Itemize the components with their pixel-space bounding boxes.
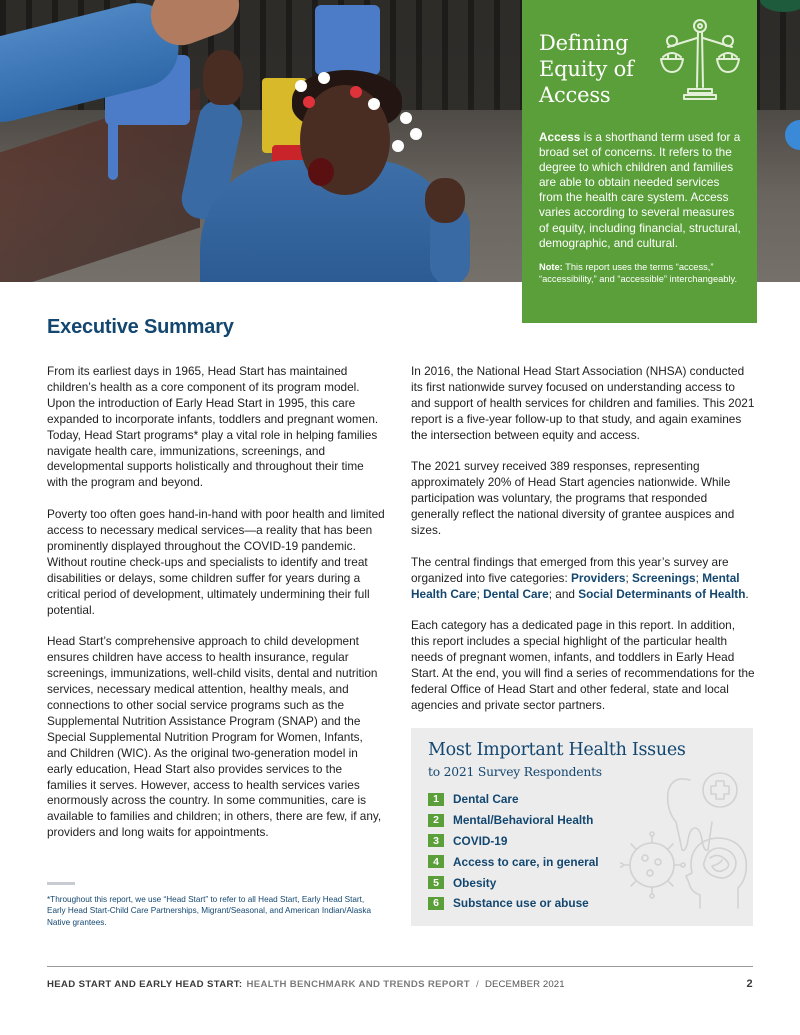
access-definition-text: is a shorthand term used for a broad set of concerns. It refers to the degree to which children and families are able to obtain needed services from the health care system. Access varies according to several measures of equity, including financial, structural, demographic, and cultural. xyxy=(539,130,741,250)
paragraph: Head Start’s comprehensive approach to child development ensures children have access to health insurance, regular screenings, immunizations, well-child visits, dental and nutrition services, necessary medical attention, healthy meals, and connections to other social service programs such as the Supplemental Nutrition Assistance Program (SNAP) and the Special Supplemental Nutrition Program for Women, Infants, and Children (WIC). As the original two-generation model in early education, Head Start also provides services to the families it serves. However, access to health services varies enormously across the country. In some communities, care is available to families and children; in others, there are few, if any, providers and long waits for appointments. xyxy=(47,634,382,840)
equity-definition xyxy=(539,130,741,251)
equity-title: Defining Equity of Access xyxy=(539,31,634,107)
category-screenings: Screenings xyxy=(632,570,696,585)
rank-badge: 2 xyxy=(428,814,444,827)
hair-bead xyxy=(400,112,412,124)
executive-summary-title: Executive Summary xyxy=(47,316,234,338)
scale-of-justice-icon xyxy=(660,17,740,103)
child-left-hand xyxy=(203,50,243,105)
issue-label: Obesity xyxy=(453,875,497,890)
separator: ; and xyxy=(548,586,579,601)
hair-bead xyxy=(368,98,380,110)
category-mental-health-care: Mental Health Care xyxy=(411,570,740,601)
virus-icon xyxy=(620,832,685,898)
rank-badge: 1 xyxy=(428,793,444,806)
issue-label: Substance use or abuse xyxy=(453,896,589,911)
hair-bead xyxy=(350,86,362,98)
health-issues-subtitle: to 2021 Survey Respondents xyxy=(428,765,602,779)
separator: ; xyxy=(625,570,633,585)
findings-paragraph xyxy=(411,555,756,603)
equity-note xyxy=(539,261,741,286)
right-column xyxy=(411,364,756,730)
separator: ; xyxy=(476,586,484,601)
health-issues-title: Most Important Health Issues xyxy=(428,740,686,760)
blue-chair-left-legs xyxy=(108,115,118,180)
hair-bead xyxy=(392,140,404,152)
paragraph: In 2016, the National Head Start Association (NHSA) conducted its first nationwide survey focused on understanding access to and support of health services for children and families. This 2021 report is a five-year follow-up to that study, and again examines the intersection between equity and access. xyxy=(411,364,755,442)
page-number: 2 xyxy=(746,978,753,990)
footer-date: DECEMBER 2021 xyxy=(484,979,565,990)
hair-bead xyxy=(410,128,422,140)
paragraph: From its earliest days in 1965, Head Start has maintained children’s health as a core component of its program model. Upon the introduction of Early Head Start in 1995, this care expanded to incorporate infants, toddlers and pregnant women. Today, Head Start programs* play a vital role in helping families navigate health care, immunizations, screenings, and developmental supports holistically and throughout their time with the program and beyond. xyxy=(47,364,379,490)
footer-divider xyxy=(47,966,753,967)
paragraph: Poverty too often goes hand-in-hand with poor health and limited access to necessary medical services—a reality that has been prominently displayed throughout the COVID-19 pandemic. Without routine check-ups and specialists to identify and treat disabilities or delays, some children suffer for years during a critical period of development, ultimately undermining their full potential. xyxy=(47,507,385,617)
child-open-mouth xyxy=(308,158,334,186)
health-illustration xyxy=(620,770,755,910)
separator: ; xyxy=(695,570,703,585)
paragraph: Each category has a dedicated page in this report. In addition, this report includes a special highlight of the particular health needs of pregnant women, infants, and toddlers in Early Head Start. At the end, you will find a series of recommendations for the federal Office of Head Start and other federal, state and local agencies and private sector partners. xyxy=(411,618,755,712)
category-social-determinants: Social Determinants of Health xyxy=(578,586,746,601)
issue-label: COVID-19 xyxy=(453,833,508,848)
access-term: Access xyxy=(539,130,581,144)
footer-program: HEAD START AND EARLY HEAD START: xyxy=(47,979,243,990)
issue-label: Access to care, in general xyxy=(453,854,599,869)
issue-label: Mental/Behavioral Health xyxy=(453,813,594,828)
footer-report-title: HEALTH BENCHMARK AND TRENDS REPORT xyxy=(246,979,470,990)
note-text: This report uses the terms “access,” “accessibility,” and “accessible” interchangeably. xyxy=(539,261,738,285)
footnote-divider xyxy=(47,882,75,885)
rank-badge: 3 xyxy=(428,834,444,847)
category-dental-care: Dental Care xyxy=(483,586,549,601)
hair-bead xyxy=(318,72,330,84)
rank-badge: 6 xyxy=(428,897,444,910)
category-providers: Providers xyxy=(571,570,626,585)
issue-label: Dental Care xyxy=(453,792,519,807)
note-label: Note: xyxy=(539,261,563,272)
paragraph: The 2021 survey received 389 responses, representing approximately 20% of Head Start agencies nationwide. While participation was voluntary, the programs that responded generally reflect the national diversity of grantee auspices and sizes. xyxy=(411,459,735,538)
rank-badge: 5 xyxy=(428,876,444,889)
footnote: *Throughout this report, we use “Head Start” to refer to all Head Start, Early Head Start, Early Head Start-Child Care Partnerships, Migrant/Seasonal, and American Indian/Alaska Native grantees. xyxy=(47,895,372,927)
rank-badge: 4 xyxy=(428,855,444,868)
page-footer xyxy=(47,978,753,990)
period: . xyxy=(745,586,749,601)
brain-head-icon xyxy=(686,838,746,908)
hair-bead xyxy=(303,96,315,108)
findings-intro: The central findings that emerged from this year’s survey are organized into five categories: xyxy=(411,554,729,585)
child-right-hand xyxy=(425,178,465,223)
blue-chair-right xyxy=(315,5,380,75)
hair-bead xyxy=(295,80,307,92)
left-column xyxy=(47,364,385,857)
footer-separator: / xyxy=(475,979,479,990)
